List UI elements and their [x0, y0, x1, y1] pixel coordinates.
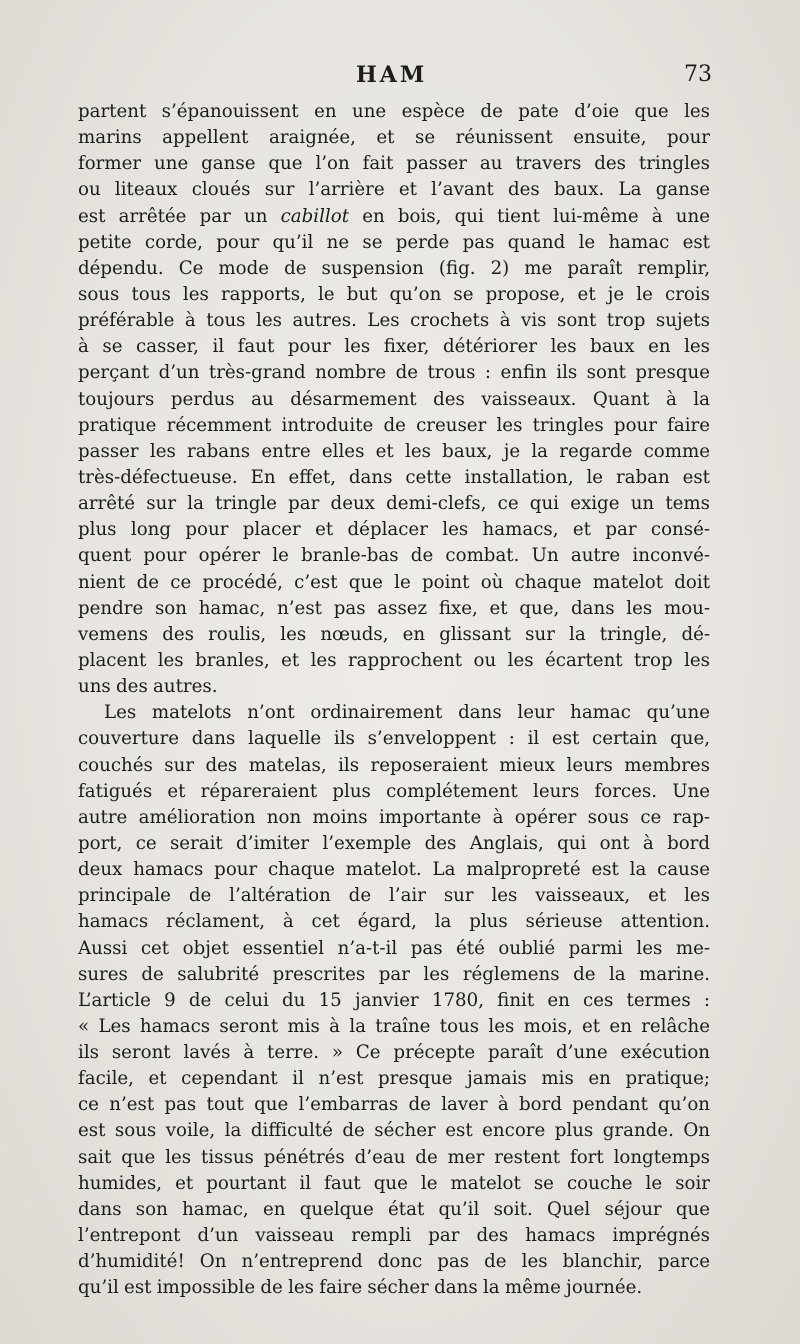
text-line: toujours perdus au désarmement des vaisseaux. Quant à la [78, 388, 710, 410]
text-line: former une ganse que l’on fait passer au travers des tringles [78, 153, 710, 175]
page-number: 73 [684, 62, 712, 87]
paragraph [78, 700, 710, 1301]
text-line: ou liteaux cloués sur l’arrière et l’avant des baux. La ganse [78, 179, 710, 201]
text-line: Aussi cet objet essentiel n’a-t-il pas été oublié parmi les me- [78, 937, 710, 959]
text-line: placent les branles, et les rapprochent ou les écartent trop les [78, 649, 710, 671]
text-line: L’article 9 de celui du 15 janvier 1780, finit en ces termes : [78, 989, 710, 1011]
text-line: port, ce serait d’imiter l’exemple des Anglais, qui ont à bord [78, 832, 710, 854]
text-line: est arrêtée par un cabillot en bois, qui tient lui-même à une [78, 205, 710, 227]
text-line: qu’il est impossible de les faire sécher dans la même journée. [78, 1277, 643, 1299]
text-line: pendre son hamac, n’est pas assez fixe, et que, dans les mou- [78, 597, 710, 619]
text-line: sures de salubrité prescrites par les réglemens de la marine. [78, 963, 710, 985]
text-line: autre amélioration non moins importante à opérer sous ce rap- [78, 806, 710, 828]
text-line: pratique récemment introduite de creuser les tringles pour faire [78, 414, 710, 436]
body-text [78, 99, 710, 1301]
text-line: perçant d’un très-grand nombre de trous : enfin ils sont presque [78, 362, 710, 384]
text-line: ce n’est pas tout que l’embarras de laver à bord pendant qu’on [78, 1094, 710, 1116]
paragraph [78, 99, 710, 700]
text-line: nient de ce procédé, c’est que le point où chaque matelot doit [78, 571, 710, 593]
text-line: principale de l’altération de l’air sur les vaisseaux, et les [78, 885, 710, 907]
text-line: vemens des roulis, les nœuds, en glissant sur la tringle, dé- [78, 623, 710, 645]
text-line: marins appellent araignée, et se réunissent ensuite, pour [78, 127, 710, 149]
text-line: fatigués et répareraient plus complétement leurs forces. Une [78, 780, 710, 802]
text-line: couverture dans laquelle ils s’enveloppent : il est certain que, [78, 728, 710, 750]
text-line: quent pour opérer le branle-bas de combat. Un autre inconvé- [78, 545, 710, 567]
text-line: facile, et cependant il n’est presque jamais mis en pratique; [78, 1068, 710, 1090]
text-line: « Les hamacs seront mis à la traîne tous les mois, et en relâche [78, 1015, 710, 1037]
page-title: HAM [356, 62, 428, 88]
text-line: deux hamacs pour chaque matelot. La malpropreté est la cause [78, 859, 710, 881]
running-head [0, 62, 800, 92]
text-line: à se casser, il faut pour les fixer, détériorer les baux en les [78, 336, 710, 358]
text-line: Les matelots n’ont ordinairement dans leur hamac qu’une [104, 702, 710, 724]
text-line: couchés sur des matelas, ils reposeraient mieux leurs membres [78, 754, 710, 776]
text-line: partent s’épanouissent en une espèce de pate d’oie que les [78, 101, 710, 122]
text-line: uns des autres. [78, 676, 218, 698]
text-line: sous tous les rapports, le but qu’on se propose, et je le crois [78, 283, 710, 305]
text-line: ils seront lavés à terre. » Ce précepte paraît d’une exécution [78, 1042, 710, 1064]
text-line: d’humidité! On n’entreprend donc pas de les blanchir, parce [78, 1251, 710, 1273]
text-line: dans son hamac, en quelque état qu’il soit. Quel séjour que [78, 1198, 710, 1220]
text-line: arrêté sur la tringle par deux demi-clefs, ce qui exige un tems [78, 493, 710, 515]
text-line: l’entrepont d’un vaisseau rempli par des hamacs imprégnés [78, 1225, 710, 1247]
text-line: hamacs réclament, à cet égard, la plus sérieuse attention. [78, 911, 710, 933]
text-line: préférable à tous les autres. Les crochets à vis sont trop sujets [78, 310, 710, 332]
text-line: plus long pour placer et déplacer les hamacs, et par consé- [78, 519, 710, 541]
text-line: est sous voile, la difficulté de sécher est encore plus grande. On [78, 1120, 710, 1142]
text-line: sait que les tissus pénétrés d’eau de mer restent fort longtemps [78, 1146, 710, 1168]
text-line: petite corde, pour qu’il ne se perde pas quand le hamac est [78, 231, 710, 253]
text-line: passer les rabans entre elles et les baux, je la regarde comme [78, 440, 710, 462]
text-line: humides, et pourtant il faut que le matelot se couche le soir [78, 1172, 710, 1194]
text-line: très-défectueuse. En effet, dans cette installation, le raban est [78, 466, 710, 488]
text-line: dépendu. Ce mode de suspension (fig. 2) me paraît remplir, [78, 257, 710, 279]
